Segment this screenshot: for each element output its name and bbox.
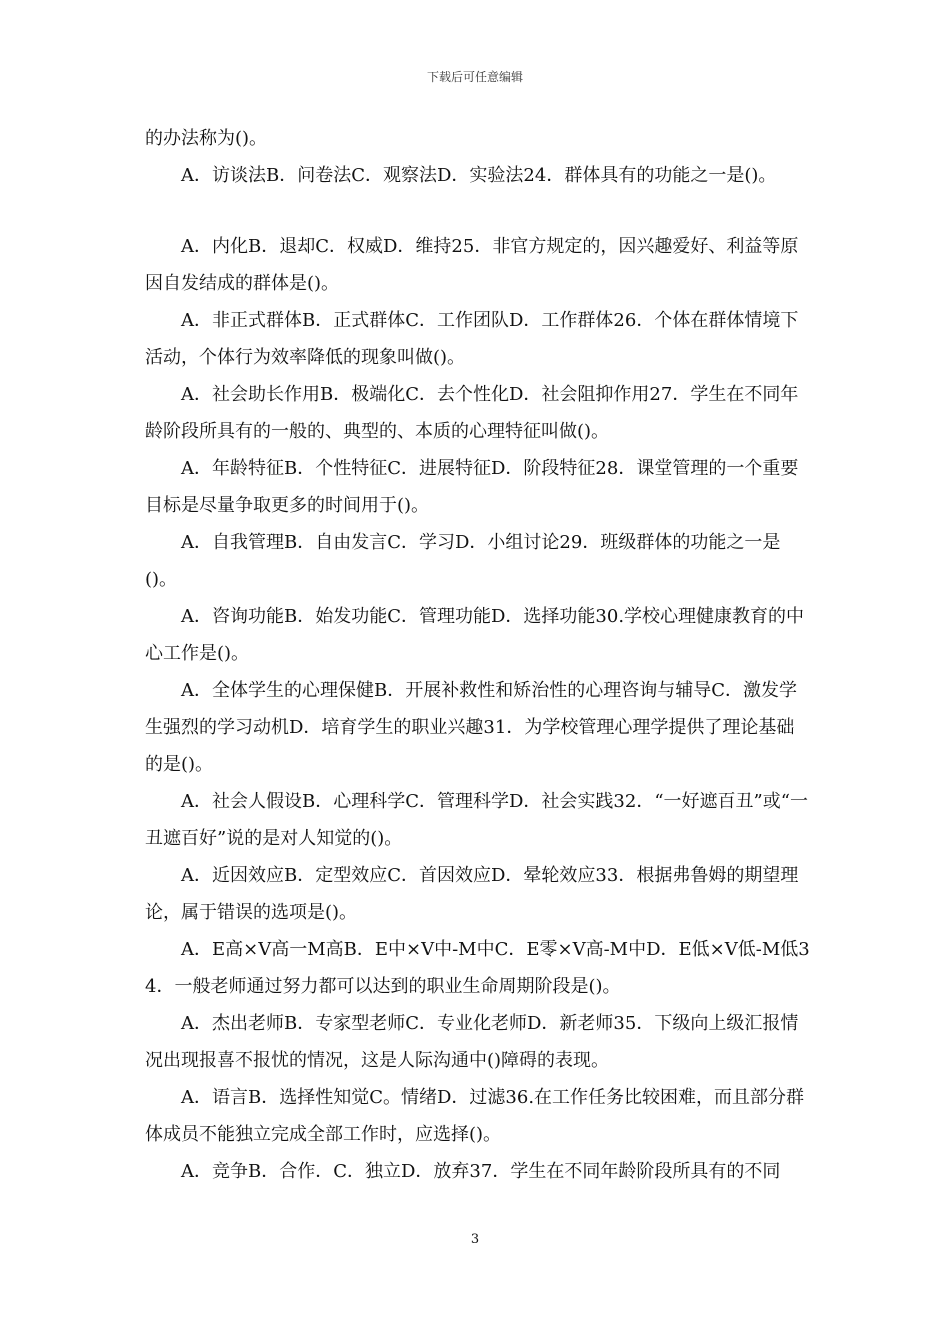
paragraph: A．竞争B．合作．C．独立D．放弃37．学生在不同年龄阶段所具有的不同 bbox=[181, 1161, 781, 1182]
paragraph: A．杰出老师B．专家型老师C．专业化老师D．新老师35．下级向上级汇报情况出现报喜不报忧的情况，这是人际沟通中()障碍的表现。 bbox=[145, 1013, 799, 1071]
page-number: 3 bbox=[470, 1232, 480, 1247]
page-header: 下载后可任意编辑 bbox=[426, 70, 523, 84]
paragraph: A．年龄特征B．个性特征C．进展特征D．阶段特征28．课堂管理的一个重要目标是尽量争取更多的时间用于()。 bbox=[145, 458, 799, 516]
paragraph: 的办法称为()。 bbox=[145, 128, 268, 149]
paragraph: A．社会助长作用B．极端化C．去个性化D．社会阻抑作用27．学生在不同年龄阶段所具有的一般的、典型的、本质的心理特征叫做()。 bbox=[145, 384, 799, 442]
paragraph: A．自我管理B．自由发言C．学习D．小组讨论29．班级群体的功能之一是()。 bbox=[145, 532, 781, 590]
paragraph: A．内化B．退却C．权威D．维持25．非官方规定的，因兴趣爱好、利益等原因自发结成的群体是()。 bbox=[145, 236, 799, 294]
paragraph: A．社会人假设B．心理科学C．管理科学D．社会实践32．“一好遮百丑”或“一丑遮百好”说的是对人知觉的()。 bbox=[145, 791, 808, 849]
paragraph: A．咨询功能B．始发功能C．管理功能D．选择功能30.学校心理健康教育的中心工作是()。 bbox=[145, 606, 805, 664]
paragraph: A．访谈法B．问卷法C．观察法D．实验法24．群体具有的功能之一是()。 bbox=[181, 165, 777, 186]
paragraph: A．全体学生的心理保健B．开展补救性和矫治性的心理咨询与辅导C．激发学生强烈的学习动机D．培育学生的职业兴趣31．为学校管理心理学提供了理论基础的是()。 bbox=[145, 680, 797, 775]
document-body bbox=[145, 120, 810, 1190]
paragraph-gap bbox=[145, 194, 810, 228]
paragraph: A．近因效应B．定型效应C．首因效应D．晕轮效应33．根据弗鲁姆的期望理论，属于错误的选项是()。 bbox=[145, 865, 799, 923]
paragraph: A．非正式群体B．正式群体C．工作团队D．工作群体26．个体在群体情境下活动，个体行为效率降低的现象叫做()。 bbox=[145, 310, 799, 368]
paragraph: A．语言B．选择性知觉C。情绪D．过滤36.在工作任务比较困难，而且部分群体成员不能独立完成全部工作时，应选择()。 bbox=[145, 1087, 805, 1145]
paragraph: A．E高×V高一M高B．E中×V中-M中C．E零×V高-M中D．E低×V低-M低34．一般老师通过努力都可以达到的职业生命周期阶段是()。 bbox=[145, 939, 810, 997]
